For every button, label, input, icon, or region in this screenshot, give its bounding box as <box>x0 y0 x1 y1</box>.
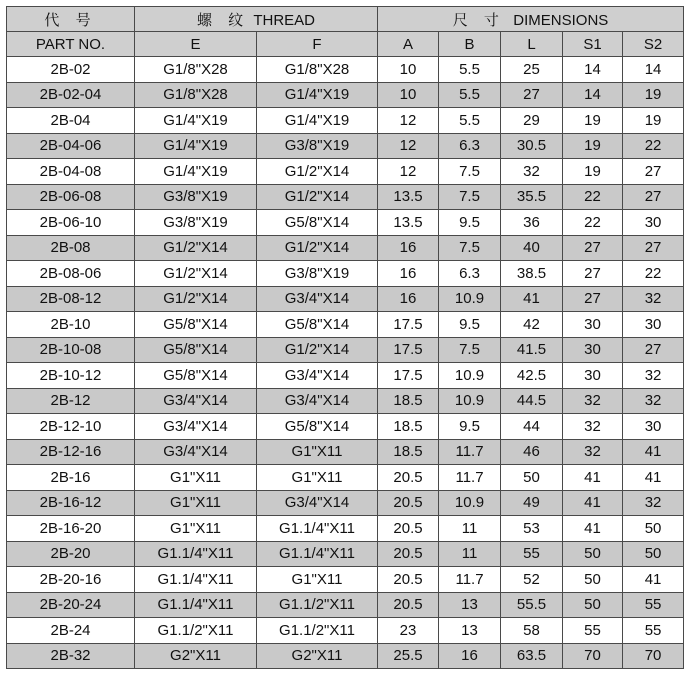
cell-dim-a: 16 <box>378 261 439 287</box>
cell-part-no: 2B-04-08 <box>7 159 135 185</box>
cell-thread-e: G1.1/2"X11 <box>135 618 257 644</box>
table-row <box>7 490 684 516</box>
cell-thread-f: G3/4"X14 <box>257 388 378 414</box>
cell-part-no: 2B-02-04 <box>7 82 135 108</box>
cell-thread-f: G5/8"X14 <box>257 210 378 236</box>
cell-dim-a: 20.5 <box>378 567 439 593</box>
cell-dim-a: 18.5 <box>378 439 439 465</box>
table-header <box>7 7 684 57</box>
cell-dim-l: 49 <box>501 490 563 516</box>
cell-dim-a: 13.5 <box>378 184 439 210</box>
cell-dim-a: 23 <box>378 618 439 644</box>
table-row <box>7 286 684 312</box>
cell-thread-f: G3/4"X14 <box>257 363 378 389</box>
table-body <box>7 57 684 669</box>
cell-dim-a: 17.5 <box>378 312 439 338</box>
col-header-s1: S1 <box>563 32 623 57</box>
cell-thread-f: G3/8"X19 <box>257 133 378 159</box>
cell-dim-a: 10 <box>378 57 439 83</box>
table-row <box>7 414 684 440</box>
cell-thread-e: G2"X11 <box>135 643 257 669</box>
cell-dim-l: 50 <box>501 465 563 491</box>
cell-dim-a: 17.5 <box>378 337 439 363</box>
cell-part-no: 2B-12-16 <box>7 439 135 465</box>
cell-dim-s1: 27 <box>563 261 623 287</box>
cell-thread-f: G1/2"X14 <box>257 184 378 210</box>
cell-dim-b: 11.7 <box>439 567 501 593</box>
cell-dim-b: 7.5 <box>439 337 501 363</box>
cell-dim-a: 17.5 <box>378 363 439 389</box>
cell-dim-s1: 19 <box>563 133 623 159</box>
cell-dim-l: 46 <box>501 439 563 465</box>
cell-dim-s1: 14 <box>563 57 623 83</box>
col-header-s2: S2 <box>623 32 684 57</box>
cell-dim-a: 12 <box>378 133 439 159</box>
cell-thread-f: G3/4"X14 <box>257 286 378 312</box>
table-row <box>7 439 684 465</box>
cell-thread-f: G1/4"X19 <box>257 108 378 134</box>
table-row <box>7 261 684 287</box>
specification-table <box>6 6 684 669</box>
cell-part-no: 2B-02 <box>7 57 135 83</box>
cell-part-no: 2B-04-06 <box>7 133 135 159</box>
cell-dim-l: 44 <box>501 414 563 440</box>
cell-dim-s1: 32 <box>563 414 623 440</box>
table-row <box>7 592 684 618</box>
cell-dim-a: 20.5 <box>378 541 439 567</box>
cell-dim-s1: 19 <box>563 159 623 185</box>
cell-dim-l: 25 <box>501 57 563 83</box>
cell-part-no: 2B-08-12 <box>7 286 135 312</box>
table-row <box>7 567 684 593</box>
part-no-header: PART NO. <box>7 32 135 57</box>
table-row <box>7 235 684 261</box>
cell-dim-l: 41 <box>501 286 563 312</box>
cell-part-no: 2B-24 <box>7 618 135 644</box>
table-row <box>7 133 684 159</box>
cell-dim-a: 12 <box>378 159 439 185</box>
cell-dim-l: 42 <box>501 312 563 338</box>
cell-dim-a: 16 <box>378 286 439 312</box>
cell-thread-f: G1/2"X14 <box>257 235 378 261</box>
cell-dim-s2: 32 <box>623 490 684 516</box>
cell-part-no: 2B-08 <box>7 235 135 261</box>
header-row-2 <box>7 32 684 57</box>
cell-thread-f: G1.1/2"X11 <box>257 618 378 644</box>
table-row <box>7 57 684 83</box>
cell-thread-e: G5/8"X14 <box>135 337 257 363</box>
cell-thread-e: G1.1/4"X11 <box>135 592 257 618</box>
cell-part-no: 2B-10-12 <box>7 363 135 389</box>
cell-thread-f: G1"X11 <box>257 567 378 593</box>
cell-dim-s2: 27 <box>623 159 684 185</box>
cell-thread-e: G1/2"X14 <box>135 261 257 287</box>
cell-dim-s1: 22 <box>563 210 623 236</box>
cell-dim-b: 10.9 <box>439 388 501 414</box>
cell-part-no: 2B-20 <box>7 541 135 567</box>
cell-dim-l: 41.5 <box>501 337 563 363</box>
cell-thread-f: G1.1/4"X11 <box>257 516 378 542</box>
cell-thread-e: G1"X11 <box>135 465 257 491</box>
cell-dim-s2: 41 <box>623 439 684 465</box>
cell-thread-f: G1.1/4"X11 <box>257 541 378 567</box>
cell-dim-s1: 22 <box>563 184 623 210</box>
cell-dim-s1: 41 <box>563 490 623 516</box>
cell-thread-e: G1"X11 <box>135 490 257 516</box>
table-row <box>7 108 684 134</box>
cell-dim-l: 53 <box>501 516 563 542</box>
cell-dim-b: 11 <box>439 541 501 567</box>
cell-dim-b: 13 <box>439 592 501 618</box>
cell-part-no: 2B-16 <box>7 465 135 491</box>
cell-part-no: 2B-16-20 <box>7 516 135 542</box>
cell-thread-f: G1/4"X19 <box>257 82 378 108</box>
cell-dim-l: 32 <box>501 159 563 185</box>
cell-part-no: 2B-16-12 <box>7 490 135 516</box>
cell-dim-a: 12 <box>378 108 439 134</box>
cell-thread-f: G1/2"X14 <box>257 159 378 185</box>
col-header-f: F <box>257 32 378 57</box>
cell-dim-s2: 41 <box>623 567 684 593</box>
cell-dim-s1: 50 <box>563 592 623 618</box>
cell-dim-l: 55.5 <box>501 592 563 618</box>
cell-dim-s1: 14 <box>563 82 623 108</box>
cell-thread-e: G1/8"X28 <box>135 82 257 108</box>
table-row <box>7 210 684 236</box>
cell-dim-s2: 32 <box>623 286 684 312</box>
table-row <box>7 388 684 414</box>
cell-part-no: 2B-06-10 <box>7 210 135 236</box>
cell-dim-s1: 50 <box>563 541 623 567</box>
cell-dim-s2: 27 <box>623 184 684 210</box>
cell-dim-s2: 27 <box>623 235 684 261</box>
cell-part-no: 2B-10 <box>7 312 135 338</box>
cell-dim-s1: 55 <box>563 618 623 644</box>
cell-dim-s2: 55 <box>623 618 684 644</box>
cell-dim-a: 20.5 <box>378 516 439 542</box>
cell-thread-f: G5/8"X14 <box>257 414 378 440</box>
cell-dim-s2: 50 <box>623 516 684 542</box>
cell-dim-b: 10.9 <box>439 363 501 389</box>
cell-dim-s2: 32 <box>623 363 684 389</box>
cell-part-no: 2B-20-24 <box>7 592 135 618</box>
cell-dim-a: 13.5 <box>378 210 439 236</box>
part-no-cn-header: 代 号 <box>7 7 135 32</box>
cell-thread-e: G1/2"X14 <box>135 286 257 312</box>
cell-dim-b: 16 <box>439 643 501 669</box>
cell-thread-e: G1/4"X19 <box>135 133 257 159</box>
cell-part-no: 2B-12-10 <box>7 414 135 440</box>
cell-part-no: 2B-04 <box>7 108 135 134</box>
cell-dim-s2: 41 <box>623 465 684 491</box>
cell-dim-l: 58 <box>501 618 563 644</box>
cell-dim-s2: 22 <box>623 133 684 159</box>
cell-dim-s1: 70 <box>563 643 623 669</box>
cell-thread-e: G1.1/4"X11 <box>135 541 257 567</box>
cell-dim-b: 5.5 <box>439 82 501 108</box>
cell-thread-e: G1"X11 <box>135 516 257 542</box>
cell-thread-e: G1/2"X14 <box>135 235 257 261</box>
cell-dim-l: 38.5 <box>501 261 563 287</box>
cell-dim-s1: 27 <box>563 286 623 312</box>
cell-dim-l: 29 <box>501 108 563 134</box>
cell-dim-l: 35.5 <box>501 184 563 210</box>
cell-dim-b: 7.5 <box>439 159 501 185</box>
cell-dim-b: 10.9 <box>439 490 501 516</box>
cell-part-no: 2B-12 <box>7 388 135 414</box>
table-row <box>7 82 684 108</box>
cell-part-no: 2B-08-06 <box>7 261 135 287</box>
table-row <box>7 159 684 185</box>
cell-dim-a: 10 <box>378 82 439 108</box>
cell-dim-b: 9.5 <box>439 210 501 236</box>
cell-dim-l: 42.5 <box>501 363 563 389</box>
table-row <box>7 312 684 338</box>
cell-thread-f: G1.1/2"X11 <box>257 592 378 618</box>
cell-part-no: 2B-06-08 <box>7 184 135 210</box>
table-row <box>7 363 684 389</box>
cell-thread-e: G5/8"X14 <box>135 363 257 389</box>
cell-dim-b: 5.5 <box>439 108 501 134</box>
cell-thread-e: G3/8"X19 <box>135 210 257 236</box>
cell-dim-s2: 30 <box>623 414 684 440</box>
cell-dim-s1: 19 <box>563 108 623 134</box>
cell-dim-s2: 14 <box>623 57 684 83</box>
cell-dim-a: 20.5 <box>378 490 439 516</box>
cell-dim-s2: 50 <box>623 541 684 567</box>
cell-dim-s2: 27 <box>623 337 684 363</box>
table-row <box>7 643 684 669</box>
cell-dim-s1: 30 <box>563 337 623 363</box>
cell-dim-s2: 30 <box>623 210 684 236</box>
cell-thread-e: G1/8"X28 <box>135 57 257 83</box>
cell-dim-s2: 70 <box>623 643 684 669</box>
cell-dim-b: 6.3 <box>439 133 501 159</box>
cell-thread-e: G3/4"X14 <box>135 388 257 414</box>
cell-dim-s1: 32 <box>563 388 623 414</box>
cell-dim-s2: 22 <box>623 261 684 287</box>
cell-dim-s1: 30 <box>563 363 623 389</box>
cell-dim-b: 10.9 <box>439 286 501 312</box>
cell-dim-a: 20.5 <box>378 592 439 618</box>
dimensions-group-header: 尺 寸 DIMENSIONS <box>378 7 684 32</box>
cell-dim-s1: 32 <box>563 439 623 465</box>
cell-dim-b: 7.5 <box>439 235 501 261</box>
cell-thread-f: G1"X11 <box>257 439 378 465</box>
table-row <box>7 516 684 542</box>
cell-thread-f: G5/8"X14 <box>257 312 378 338</box>
cell-dim-a: 20.5 <box>378 465 439 491</box>
cell-dim-a: 16 <box>378 235 439 261</box>
cell-thread-f: G2"X11 <box>257 643 378 669</box>
cell-thread-e: G5/8"X14 <box>135 312 257 338</box>
cell-part-no: 2B-32 <box>7 643 135 669</box>
cell-dim-b: 5.5 <box>439 57 501 83</box>
cell-dim-b: 9.5 <box>439 312 501 338</box>
cell-thread-f: G1/8"X28 <box>257 57 378 83</box>
cell-dim-b: 11 <box>439 516 501 542</box>
cell-dim-s1: 27 <box>563 235 623 261</box>
cell-thread-e: G1.1/4"X11 <box>135 567 257 593</box>
cell-dim-b: 13 <box>439 618 501 644</box>
cell-dim-a: 18.5 <box>378 414 439 440</box>
cell-dim-l: 36 <box>501 210 563 236</box>
cell-dim-a: 18.5 <box>378 388 439 414</box>
cell-thread-f: G1/2"X14 <box>257 337 378 363</box>
cell-dim-l: 27 <box>501 82 563 108</box>
cell-dim-s2: 32 <box>623 388 684 414</box>
table-row <box>7 465 684 491</box>
cell-dim-l: 40 <box>501 235 563 261</box>
cell-thread-f: G3/8"X19 <box>257 261 378 287</box>
cell-thread-f: G3/4"X14 <box>257 490 378 516</box>
cell-dim-s1: 30 <box>563 312 623 338</box>
cell-part-no: 2B-20-16 <box>7 567 135 593</box>
cell-dim-l: 55 <box>501 541 563 567</box>
cell-dim-l: 30.5 <box>501 133 563 159</box>
table-row <box>7 184 684 210</box>
cell-thread-e: G1/4"X19 <box>135 108 257 134</box>
cell-dim-b: 11.7 <box>439 439 501 465</box>
col-header-b: B <box>439 32 501 57</box>
cell-part-no: 2B-10-08 <box>7 337 135 363</box>
cell-dim-l: 63.5 <box>501 643 563 669</box>
cell-dim-s2: 19 <box>623 82 684 108</box>
col-header-e: E <box>135 32 257 57</box>
cell-dim-l: 44.5 <box>501 388 563 414</box>
col-header-l: L <box>501 32 563 57</box>
cell-dim-s2: 30 <box>623 312 684 338</box>
cell-dim-l: 52 <box>501 567 563 593</box>
cell-dim-b: 7.5 <box>439 184 501 210</box>
table-row <box>7 618 684 644</box>
cell-thread-e: G1/4"X19 <box>135 159 257 185</box>
cell-dim-b: 9.5 <box>439 414 501 440</box>
thread-group-header: 螺 纹 THREAD <box>135 7 378 32</box>
table-row <box>7 541 684 567</box>
cell-thread-e: G3/8"X19 <box>135 184 257 210</box>
cell-dim-s1: 41 <box>563 516 623 542</box>
cell-dim-s1: 50 <box>563 567 623 593</box>
header-row-1 <box>7 7 684 32</box>
cell-dim-a: 25.5 <box>378 643 439 669</box>
table-row <box>7 337 684 363</box>
cell-thread-e: G3/4"X14 <box>135 439 257 465</box>
col-header-a: A <box>378 32 439 57</box>
cell-dim-s2: 55 <box>623 592 684 618</box>
cell-thread-f: G1"X11 <box>257 465 378 491</box>
cell-thread-e: G3/4"X14 <box>135 414 257 440</box>
cell-dim-s2: 19 <box>623 108 684 134</box>
cell-dim-b: 6.3 <box>439 261 501 287</box>
cell-dim-s1: 41 <box>563 465 623 491</box>
cell-dim-b: 11.7 <box>439 465 501 491</box>
